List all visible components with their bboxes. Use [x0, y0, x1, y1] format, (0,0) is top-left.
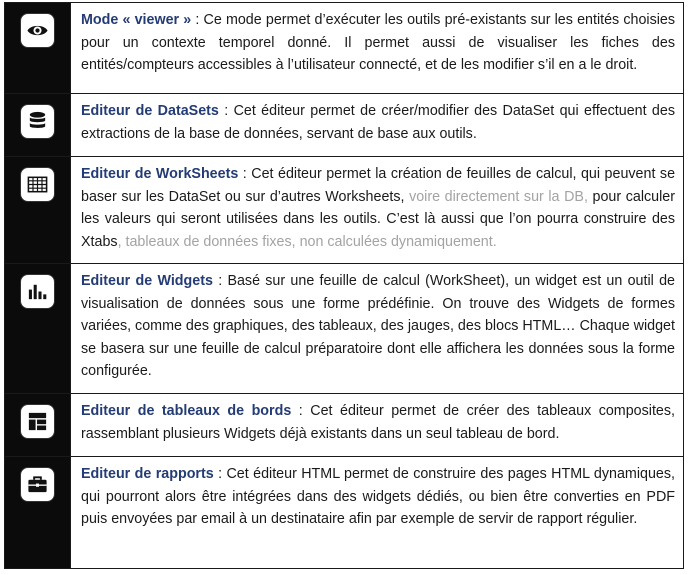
faded-note: voire directement sur la DB,	[409, 188, 588, 205]
icon-cell	[5, 394, 70, 456]
features-table	[4, 2, 684, 569]
feature-term: Mode « viewer »	[81, 12, 192, 28]
eye-icon	[20, 13, 55, 48]
feature-description: Cet éditeur permet de créer/modifier des DataSet qui effectuent des extractions de la base de données, servant de base aux outils.	[81, 103, 675, 142]
bar-chart-icon	[20, 274, 55, 309]
icon-cell	[5, 94, 70, 156]
icon-cell	[5, 457, 70, 568]
feature-description: Cet éditeur HTML permet de construire des pages HTML dynamiques, qui pourront alors être intégrées dans des widgets dédiés, ou bien être converties en PDF puis envoyées par email à un destinataire afin par exemple de servir de rapport régulier.	[81, 466, 675, 527]
term-separator: :	[212, 273, 228, 289]
table-row	[5, 3, 683, 94]
table-row	[5, 394, 683, 457]
feature-term: Editeur de tableaux de bords	[81, 403, 292, 419]
feature-description: Cet éditeur permet la création de feuilles de calcul, qui peuvent se baser sur les DataSet ou sur d’autres Worksheets,	[81, 166, 676, 205]
description-cell	[70, 264, 683, 393]
dashboard-icon	[20, 404, 55, 439]
description-cell	[70, 157, 683, 263]
description-cell	[70, 94, 683, 156]
feature-description: Ce mode permet d’exécuter les outils pré-existants sur les entités choisies pour un contexte temporel donné. Il permet aussi de visualiser les fiches des entités/compteurs accessibles à l’utilisateur connecté, et de les modifier s’il en a le droit.	[81, 12, 675, 73]
description-cell	[70, 3, 683, 93]
faded-note: , tableaux de données fixes, non calculées dynamiquement.	[117, 233, 497, 250]
description-cell	[70, 394, 683, 456]
database-icon	[20, 104, 55, 139]
feature-term: Editeur de WorkSheets	[81, 166, 239, 182]
feature-description: pour calculer les valeurs qui seront utilisées dans les outils. C’est là aussi que l’on pourra construire des Xtabs	[81, 188, 675, 250]
table-row	[5, 94, 683, 157]
description-cell	[70, 457, 683, 568]
icon-cell	[5, 264, 70, 393]
feature-term: Editeur de rapports	[81, 466, 214, 482]
table-grid-icon	[20, 167, 55, 202]
table-row	[5, 457, 683, 569]
term-separator: :	[291, 403, 311, 419]
briefcase-icon	[20, 467, 55, 502]
feature-term: Editeur de Widgets	[81, 273, 213, 289]
icon-cell	[5, 157, 70, 263]
table-row	[5, 264, 683, 394]
term-separator: :	[213, 466, 227, 482]
icon-cell	[5, 3, 70, 93]
term-separator: :	[191, 12, 204, 28]
term-separator: :	[218, 103, 234, 119]
table-row	[5, 157, 683, 264]
feature-term: Editeur de DataSets	[81, 103, 219, 119]
feature-description: Cet éditeur permet de créer des tableaux composites, rassemblant plusieurs Widgets déjà existants dans un seul tableau de bord.	[81, 403, 675, 442]
term-separator: :	[238, 166, 252, 182]
feature-description: Basé sur une feuille de calcul (WorkSheet), un widget est un outil de visualisation de données sous une forme prédéfinie. On trouve des Widgets de formes variées, comme des graphiques, des tableaux, des jauges, des blocs HTML… Chaque widget se basera sur une feuille de calcul préparatoire dont elle affichera les données sous la forme configurée.	[81, 273, 675, 379]
